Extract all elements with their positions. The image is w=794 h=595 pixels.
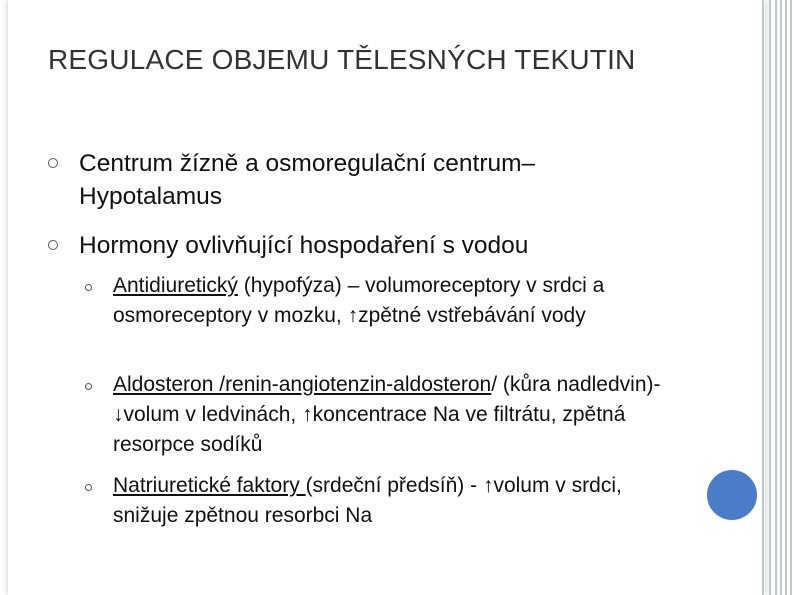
sub-bullet-rest: (hypofýza) – volumoreceptory v srdci a osmoreceptory v mozku, ↑zpětné vstřebávání vody [113, 274, 605, 327]
sub-bullet-text [113, 471, 683, 531]
small-circle-bullet-icon [85, 383, 92, 390]
decorative-blue-dot [707, 470, 757, 520]
underlined-term: Antidiuretický [113, 274, 238, 297]
sub-bullet-rest: (srdeční předsíň) - ↑volum v srdci, snižuje zpětnou resorbci Na [113, 474, 622, 527]
underlined-term: Aldosteron /renin-angiotenzin-aldosteron [113, 373, 492, 396]
sub-bullet-text [113, 271, 683, 331]
sub-bullet-text [113, 370, 683, 460]
hollow-circle-bullet-icon [48, 158, 58, 168]
small-circle-bullet-icon [85, 284, 92, 291]
small-circle-bullet-icon [85, 484, 92, 491]
bullet-text: Centrum žízně a osmoregulační centrum– Hypotalamus [79, 150, 536, 210]
underlined-term: Natriuretické faktory [113, 474, 306, 497]
slide-title: REGULACE OBJEMU TĚLESNÝCH TEKUTIN [48, 44, 636, 75]
sub-bullet-rest: / (kůra nadledvin)-↓volum v ledvinách, ↑koncentrace Na ve filtrátu, zpětná resorpce sodíků [113, 373, 661, 456]
bullet-text: Hormony ovlivňující hospodaření s vodou [79, 232, 529, 259]
hollow-circle-bullet-icon [48, 240, 58, 250]
